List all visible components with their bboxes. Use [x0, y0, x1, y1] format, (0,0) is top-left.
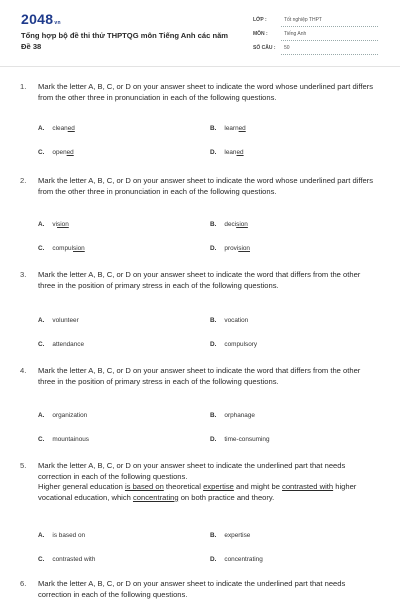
option-text: expertise	[224, 532, 251, 539]
question-instruction: Mark the letter A, B, C, or D on your answer sheet to indicate the word that differs from the other three in the position of primary stress in each of the following questions.	[38, 270, 361, 290]
question-number: 5.	[20, 461, 27, 470]
answer-option-d[interactable]	[210, 341, 257, 348]
option-letter: D.	[210, 556, 217, 563]
sentence-text: on both practice and theory.	[178, 492, 275, 502]
option-letter: C.	[38, 149, 45, 156]
option-letter: A.	[38, 412, 45, 419]
answer-option-c[interactable]	[38, 341, 84, 348]
answer-option-a[interactable]	[38, 412, 87, 419]
option-text: compulsory	[224, 341, 258, 348]
sentence-text: and might be	[233, 482, 283, 492]
option-letter: C.	[38, 556, 45, 563]
option-letter: A.	[38, 125, 45, 132]
option-letter: C.	[38, 436, 45, 443]
underlined-part: is based on	[124, 482, 164, 492]
answer-option-d[interactable]	[210, 245, 250, 252]
underlined-part: expertise	[203, 482, 234, 492]
document-title: Tổng hợp bộ đề thi thử THPTQG môn Tiếng Anh các năm	[21, 31, 229, 40]
answer-option-b[interactable]	[210, 532, 250, 539]
option-text: cleaned	[52, 125, 75, 132]
option-text: decision	[224, 221, 248, 228]
answer-option-d[interactable]	[210, 556, 263, 563]
meta-subject	[253, 28, 378, 41]
option-text: provision	[224, 245, 250, 252]
option-text: is based on	[52, 532, 86, 539]
header-divider	[0, 66, 400, 67]
question-number: 4.	[20, 366, 27, 375]
option-letter: D.	[210, 436, 217, 443]
option-text: volunteer	[52, 317, 79, 324]
underlined-letters: ed	[67, 125, 75, 132]
exam-code: Đề 38	[21, 42, 42, 51]
underlined-part: contrasted with	[282, 482, 334, 492]
option-text: time-consuming	[224, 436, 270, 443]
question-instruction: Mark the letter A, B, C, or D on your answer sheet to indicate the word whose underlined part differs from the other three in pronunciation in each of the following questions.	[38, 176, 373, 196]
option-letter: A.	[38, 221, 45, 228]
question-stem	[38, 270, 378, 291]
option-text: concentrating	[224, 556, 263, 563]
option-letter: B.	[210, 125, 217, 132]
meta-subject-value: Tiếng Anh	[284, 31, 307, 37]
question-stem	[38, 176, 378, 197]
question-instruction: Mark the letter A, B, C, or D on your answer sheet to indicate the underlined part that needs correction in each of the following questions.	[38, 461, 346, 481]
question-stem	[38, 82, 378, 103]
answer-option-a[interactable]	[38, 317, 79, 324]
option-letter: B.	[210, 532, 217, 539]
sentence-text: Higher general education	[38, 482, 125, 492]
answer-option-b[interactable]	[210, 317, 248, 324]
question-stem	[38, 461, 378, 503]
sentence-text: higher vocational education, which	[38, 482, 357, 502]
logo-text: 2048	[21, 11, 54, 27]
answer-option-a[interactable]	[38, 221, 69, 228]
answer-option-c[interactable]	[38, 245, 85, 252]
site-logo[interactable]	[21, 11, 61, 27]
question-stem	[38, 366, 378, 387]
meta-count-value: 50	[284, 45, 290, 51]
question-number: 3.	[20, 270, 27, 279]
option-letter: C.	[38, 341, 45, 348]
meta-count-key: SỐ CÂU :	[253, 45, 276, 51]
option-text: organization	[52, 412, 88, 419]
question-instruction: Mark the letter A, B, C, or D on your answer sheet to indicate the word that differs from the other three in the position of primary stress in each of the following questions.	[38, 366, 361, 386]
underlined-part: concentrating	[132, 492, 179, 502]
answer-option-c[interactable]	[38, 436, 89, 443]
option-text: attendance	[52, 341, 85, 348]
meta-class-value: Tốt nghiệp THPT	[284, 17, 322, 23]
answer-option-b[interactable]	[210, 221, 248, 228]
question-number: 1.	[20, 82, 27, 91]
answer-option-c[interactable]	[38, 149, 74, 156]
meta-subject-line	[281, 40, 378, 41]
logo-suffix: vn	[54, 20, 61, 26]
answer-option-b[interactable]	[210, 412, 255, 419]
meta-count-line	[281, 54, 378, 55]
option-letter: A.	[38, 532, 45, 539]
answer-option-d[interactable]	[210, 436, 270, 443]
question-instruction: Mark the letter A, B, C, or D on your answer sheet to indicate the underlined part that needs correction in each of the following questions.	[38, 579, 346, 599]
underlined-letters: ed	[238, 125, 246, 132]
document-header	[0, 0, 400, 64]
meta-class-line	[281, 26, 378, 27]
underlined-letters: sion	[238, 245, 250, 252]
question-number: 6.	[20, 579, 27, 588]
answer-option-b[interactable]	[210, 125, 246, 132]
option-letter: D.	[210, 341, 217, 348]
option-letter: D.	[210, 149, 217, 156]
answer-option-a[interactable]	[38, 125, 75, 132]
sentence-text: theoretical	[163, 482, 204, 492]
meta-question-count	[253, 42, 378, 55]
option-letter: B.	[210, 412, 217, 419]
answer-option-a[interactable]	[38, 532, 85, 539]
option-text: learned	[224, 125, 246, 132]
answer-option-c[interactable]	[38, 556, 95, 563]
underlined-letters: sion	[236, 221, 248, 228]
meta-class	[253, 14, 378, 27]
underlined-letters: sion	[73, 245, 85, 252]
underlined-letters: ed	[236, 149, 244, 156]
meta-class-key: LỚP :	[253, 17, 267, 23]
option-text: compulsion	[52, 245, 85, 252]
question-number: 2.	[20, 176, 27, 185]
option-letter: D.	[210, 245, 217, 252]
option-letter: B.	[210, 317, 217, 324]
option-text: vision	[52, 221, 69, 228]
option-letter: A.	[38, 317, 45, 324]
question-instruction: Mark the letter A, B, C, or D on your answer sheet to indicate the word whose underlined part differs from the other three in pronunciation in each of the following questions.	[38, 82, 373, 102]
option-text: vocation	[224, 317, 249, 324]
meta-subject-key: MÔN :	[253, 31, 268, 37]
option-text: contrasted with	[52, 556, 96, 563]
underlined-letters: sion	[57, 221, 69, 228]
option-text: leaned	[224, 149, 244, 156]
option-text: mountainous	[52, 436, 89, 443]
option-text: opened	[52, 149, 74, 156]
question-sentence	[38, 482, 378, 503]
question-stem	[38, 579, 378, 600]
option-letter: C.	[38, 245, 45, 252]
answer-option-d[interactable]	[210, 149, 244, 156]
underlined-letters: ed	[66, 149, 74, 156]
option-letter: B.	[210, 221, 217, 228]
option-text: orphanage	[224, 412, 255, 419]
